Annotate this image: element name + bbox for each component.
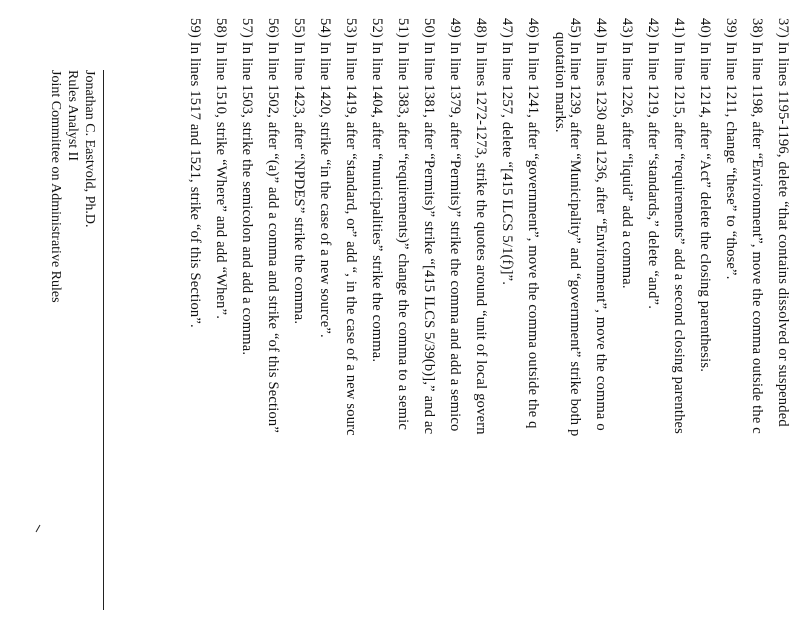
signature-name: Jonathan C. Eastvold, Ph.D. xyxy=(82,70,97,228)
amendment-57: 57) In line 1503, strike the semicolon and add a comma. xyxy=(239,18,255,356)
amendment-37: 37) In lines 1195-1196, delete “that contains dissolved or suspended xyxy=(775,18,791,427)
amendment-40: 40) In line 1214, after “Act” delete the closing parenthesis. xyxy=(697,18,713,373)
amendment-49: 49) In line 1379, after “Permits)” strike the comma and add a semico xyxy=(447,18,463,432)
amendment-38: 38) In line 1198, after “Environment”, move the comma outside the c xyxy=(749,18,765,434)
amendment-50: 50) In line 1381, after “Permits)” strike “[415 ILCS 5/39(b)],” and ac xyxy=(421,18,437,435)
amendment-59: 59) In lines 1517 and 1521, strike “of this Section”. xyxy=(187,18,203,328)
amendment-41: 41) In line 1215, after “requirements” add a second closing parenthes xyxy=(671,18,687,435)
amendment-42: 42) In line 1219, after “standards,” delete “and”. xyxy=(645,18,661,310)
amendment-45-continued: quotation marks. xyxy=(552,32,568,133)
amendment-48: 48) In lines 1272-1273, strike the quotes around “unit of local govern xyxy=(473,18,489,435)
amendment-43: 43) In line 1226, after “liquid” add a comma. xyxy=(619,18,635,289)
amendment-51: 51) In line 1383, after “requirements)” change the comma to a semic xyxy=(395,18,411,430)
signature-rule xyxy=(103,70,104,610)
amendment-46: 46) In line 1241, after “government”, move the comma outside the q xyxy=(525,18,541,429)
amendment-45: 45) In line 1239, after “Municipality” and “government” strike both p xyxy=(567,18,583,437)
signature-title: Rules Analyst II xyxy=(65,70,80,161)
amendment-52: 52) In line 1404, after “municipalities” strike the comma. xyxy=(369,18,385,363)
amendment-44: 44) In lines 1230 and 1236, after “Environment”, move the comma o xyxy=(593,18,609,431)
amendment-39: 39) In line 1211, change “these” to “those”. xyxy=(723,18,739,280)
amendment-47: 47) In line 1257, delete “[415 ILCS 5/1(f)]”. xyxy=(499,18,515,286)
amendment-56: 56) In line 1502, after “(a)” add a comma and strike “of this Section” xyxy=(265,18,281,434)
signature-committee: Joint Committee on Administrative Rules xyxy=(48,70,63,303)
amendment-54: 54) In line 1420, strike “in the case of a new source”. xyxy=(317,18,333,338)
signature-page-region xyxy=(0,0,112,618)
amendment-58: 58) In line 1510, strike “Where” and add “When”. xyxy=(213,18,229,320)
amendment-55: 55) In line 1423, after “NPDES” strike the comma. xyxy=(291,18,307,325)
amendment-53: 53) In line 1419, after “standard, or” add “, in the case of a new sourc xyxy=(343,18,359,436)
